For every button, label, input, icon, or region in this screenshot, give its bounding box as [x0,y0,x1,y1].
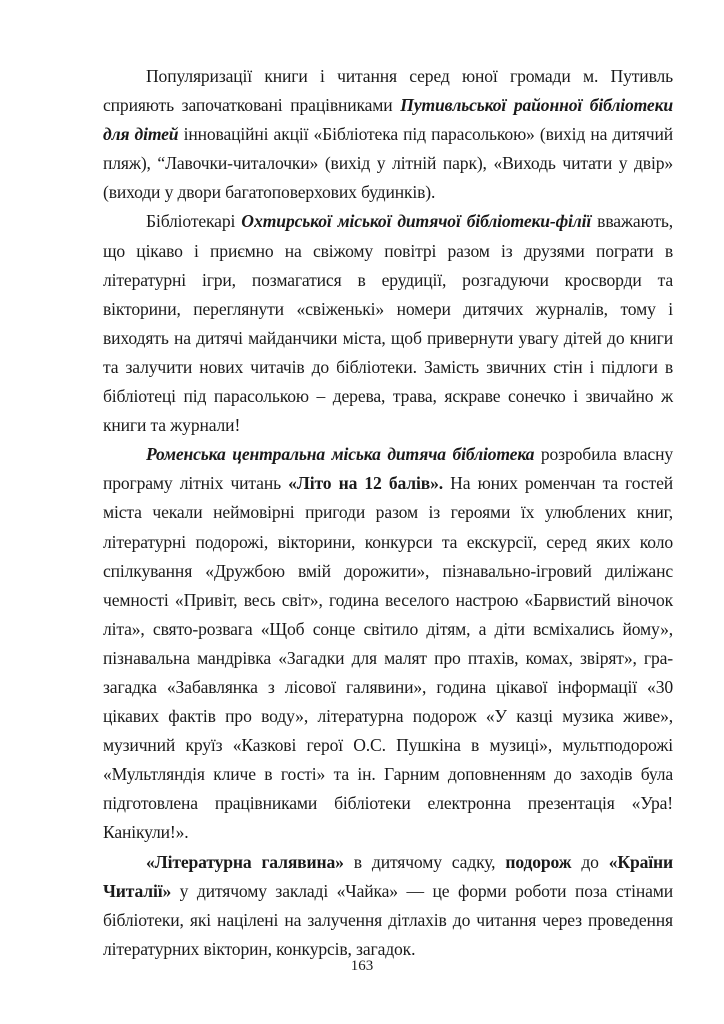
text-run: інноваційні акції «Бібліотека під парасолькою» (вихід на дитячий пляж), “Лавочки-читалочки» (вихід у літній парк), «Виходь читати у двір» (виходи у двори багатоповерхових будинків). [103,124,673,203]
emphasized-text: Охтирської міської дитячої бібліотеки-філії [241,211,592,232]
paragraph-okhtyrka [103,207,673,440]
text-run: вважають, що цікаво і приємно на свіжому повітрі разом із друзями пограти в літературні ігри, позмагатися в ерудиції, розгадуючи кросворди та вікторини, переглянути «свіженькі» номери дитячих журналів, тому і виходять на дитячі майданчики міста, щоб привернути увагу дітей до книги та залучити нових читачів до бібліотеки. Замість звичних стін і підлоги в бібліотеці під парасолькою – дерева, трава, яскраве сонечко і звичайно ж книги та журнали! [103,211,673,436]
body-text [103,62,673,964]
text-run: у дитячому закладі «Чайка» — це форми роботи поза стінами бібліотеки, які націлені на залучення дітлахів до читання через проведення літературних вікторин, конкурсів, загадок. [103,880,673,959]
page-number: 163 [350,958,374,974]
text-run: На юних роменчан та гостей міста чекали неймовірні пригоди разом із героями їх улюблених книг, літературні подорожі, вікторини, конкурси та екскурсії, серед яких коло спілкування «Дружбою вмій дорожити», пізнавально-ігровий диліжанс чемності «Привіт, весь світ», година веселого настрою «Барвистий віночок літа», свято-розвага «Щоб сонце світило дітям, а діти всміхались йому», пізнавальна мандрівка «Загадки для малят про птахів, комах, звірят», гра-загадка «Забавлянка з лісової галявини», година цікавої інформації «30 цікавих фактів про воду», літературна подорож «У казці музика живе», музичний круїз «Казкові герої О.С. Пушкіна в музиці», мультподорожі «Мультляндія кличе в гості» та ін. Гарним доповненням до заходів була підготовлена працівниками бібліотеки електронна презентація «Ура! Канікули!». [103,473,673,843]
paragraph-putyvl [103,62,673,207]
text-run: Бібліотекарі [146,211,242,232]
text-run: до [571,851,609,872]
text-run: Популяризації книги і читання серед юної громади м. Путивль сприяють започатковані працівниками [103,66,673,116]
paragraph-romny [103,440,673,847]
emphasized-text: «Літературна галявина» [146,851,344,872]
paragraph-halyavyna [103,848,673,964]
emphasized-text: Роменська центральна міська дитяча бібліотека [146,444,535,465]
emphasized-text: «Країни Читалії» [103,851,673,901]
emphasized-text: Путивльської районної бібліотеки для дітей [103,95,673,145]
text-run: в дитячому садку, [343,851,506,872]
emphasized-text: подорож [505,851,572,872]
emphasized-text: «Літо на 12 балів». [288,473,444,494]
text-run: розробила власну програму літніх читань [103,444,673,494]
